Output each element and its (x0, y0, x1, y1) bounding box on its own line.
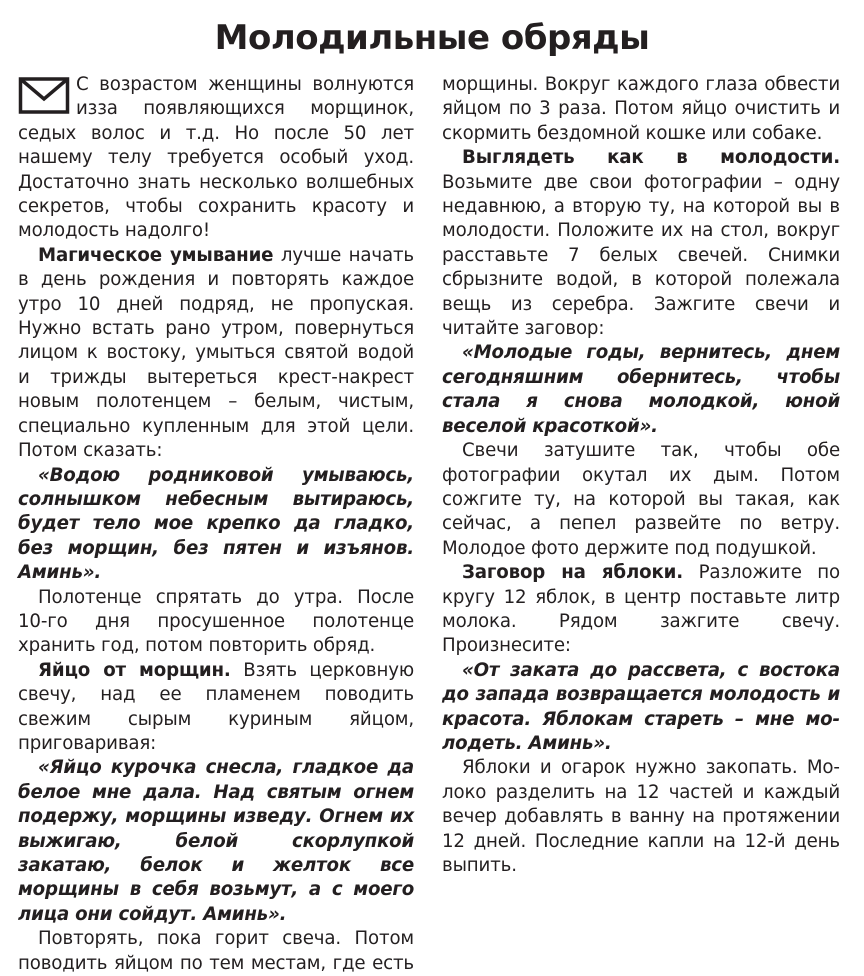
section-text: Возьмите две свои фотографии – одну недавнюю, а вторую ту, на которой вы в молодости. Положите их на стол, вокруг расставьте 7 белых свечей. Снимки сбрызните водой, в которой полежала вещь из серебра. Зажгите свечи и читайте заговор: (442, 171, 840, 340)
intro-text: С возрастом женщины волнуются изза появляющихся морщинок, седых волос и т.д. Но после 50 лет нашему телу требуется особый уход. Достаточно знать несколько волшебных секретов, чтобы сохранить красоту и молодость надолго! (18, 74, 414, 242)
left-column (18, 73, 414, 976)
section-magic-washing (18, 244, 414, 464)
section-heading: Выглядеть как в молодости. (462, 147, 840, 169)
section-look-young (442, 146, 840, 341)
section-text: Яблоки и огарок нужно закопать. Молоко разделить на 12 частей и каждый вечер добавлять в ванну на протяжении 12 дней. Последние капли на 12-й день выпить. (442, 757, 840, 876)
continued-text: морщины. Вокруг каждого глаза обвести яйцом по 3 раза. Потом яйцо очистить и скормить бездомной кошке или собаке. (442, 74, 840, 144)
section-text: Взять церковную свечу, над ее пламенем поводить свежим сырым куриным яйцом, приговаривая: (18, 659, 414, 754)
section-text: Полотенце спрятать до утра. После 10-го дня просушенное полотенце хранить год, потом повторить обряд. (18, 586, 414, 657)
envelope-icon (18, 75, 70, 119)
section-text: Разложите по кругу 12 яблок, в центр поставьте литр молока. Рядом зажгите свечу. Произнесите: (442, 562, 840, 657)
incantation-quote: «Молодые годы, вернитесь, днем сегодняшним обернитесь, чтобы стала я снова молодкой, юной веселой красоткой». (442, 342, 840, 437)
section-heading: Заговор на яблоки. (462, 562, 684, 584)
section-heading: Магическое умывание (38, 244, 274, 266)
right-column (442, 73, 840, 878)
incantation-quote: «Водою родниковой умываюсь, солнышком небесным вытираюсь, будет тело мое крепко да гладко, без морщин, без пятен и изъянов. Аминь». (18, 464, 414, 584)
section-heading: Яйцо от морщин. (38, 659, 231, 681)
incantation-quote: «От заката до рассвета, с востока до запада возвращается молодость и красота. Яблокам стареть – мне молодеть. Аминь». (442, 659, 840, 754)
section-text: Свечи затушите так, чтобы обе фотографии окутал их дым. Потом сожгите ту, на которой вы такая, как сейчас, а пепел развейте по ветру. Молодое фото держите под подушкой. (442, 440, 840, 559)
incantation-quote: «Яйцо курочка снесла, гладкое да белое мне дала. Над святым огнем подержу, морщины изведу. Огнем их выжигаю, белой скорлупкой закатаю, белок и желток все морщины в себя возьмут, а с моего лица они сойдут. Аминь». (18, 757, 414, 925)
section-egg-wrinkles (18, 659, 414, 757)
section-apple-spell (442, 561, 840, 659)
section-text: лучше начать в день рождения и повторять каждое утро 10 дней подряд, не пропуская. Нужно встать рано утром, повернуться лицом к востоку, умыться святой водой и трижды вытереться крест-накрест новым полотенцем – белым, чистым, специально купленным для этой цели. Потом сказать: (18, 244, 414, 462)
article-title: Молодильные обряды (214, 18, 650, 58)
section-text: Повторять, пока горит свеча. Потом поводить яйцом по тем местам, где есть (18, 928, 414, 974)
intro-paragraph (18, 73, 414, 244)
